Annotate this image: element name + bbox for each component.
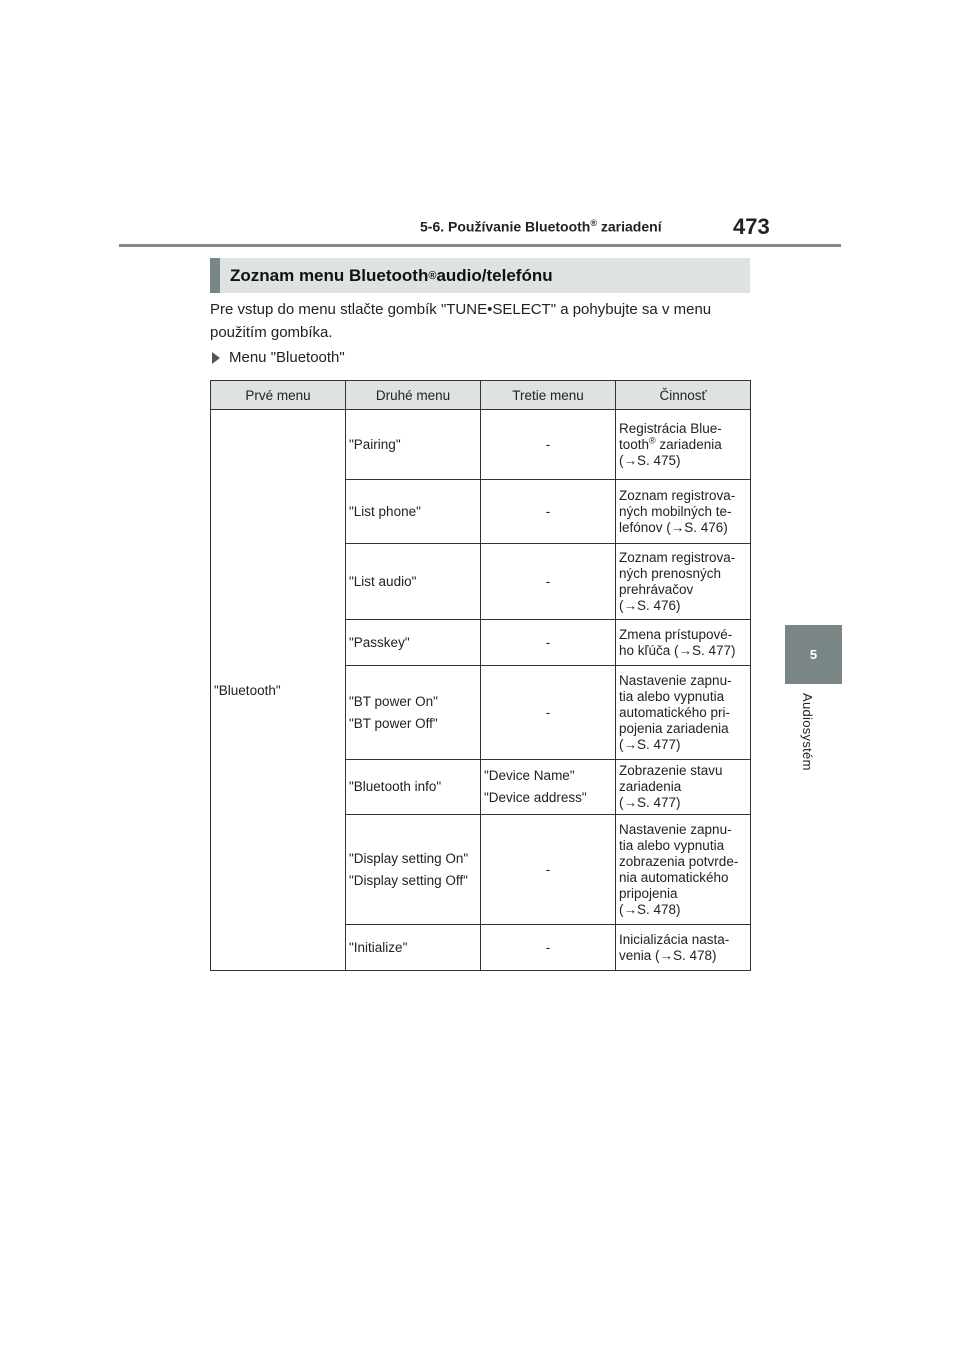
- column-header: Prvé menu: [211, 381, 346, 410]
- chapter-label: Audiosystém: [800, 693, 815, 771]
- heading-suffix: audio/telefónu: [436, 265, 553, 285]
- third-menu-cell: [481, 666, 616, 760]
- second-menu-item: "BT power On": [349, 693, 438, 709]
- second-menu-item: "Display setting On": [349, 850, 469, 866]
- third-menu-cell: [481, 620, 616, 666]
- third-menu-item: -: [545, 861, 551, 877]
- third-menu-item: -: [545, 503, 551, 519]
- action-cell: [616, 410, 751, 480]
- second-menu-item: "Display setting Off": [349, 872, 468, 888]
- third-menu-item: -: [545, 939, 551, 955]
- second-menu-cell: [346, 925, 481, 971]
- action-cell: Zmena prístupové- ho kľúča (→S. 477): [616, 620, 751, 666]
- column-header: Činnosť: [616, 381, 751, 410]
- third-menu-item: -: [545, 573, 551, 589]
- heading-registered-mark: ®: [428, 269, 437, 282]
- second-menu-item: "Passkey": [349, 634, 410, 650]
- bluetooth-menu-table: [210, 380, 751, 971]
- third-menu-item: -: [545, 634, 551, 650]
- third-menu-item: "Device address": [484, 790, 587, 805]
- second-menu-cell: [346, 620, 481, 666]
- second-menu-cell: [346, 480, 481, 544]
- action-text: zariadenia (→S. 475): [619, 436, 722, 468]
- second-menu-cell: [346, 760, 481, 815]
- action-cell: Nastavenie zapnu- tia alebo vypnutia zobrazenia potvrde- nia automatického pripojenia (→S. 478): [616, 815, 751, 925]
- action-cell: Nastavenie zapnu- tia alebo vypnutia automatického pri- pojenia zariadenia (→S. 477): [616, 666, 751, 760]
- column-header: Tretie menu: [481, 381, 616, 410]
- second-menu-item: "Pairing": [349, 436, 401, 452]
- second-menu-cell: [346, 544, 481, 620]
- first-menu-cell: "Bluetooth": [211, 410, 346, 971]
- header-section-suffix: zariadení: [597, 218, 662, 235]
- header-registered-mark: ®: [590, 218, 597, 228]
- third-menu-item: -: [545, 704, 551, 720]
- page-number: 473: [733, 214, 770, 239]
- action-text: Registrácia Blue- tooth: [619, 420, 722, 452]
- second-menu-item: "List audio": [349, 573, 417, 589]
- third-menu-cell: [481, 760, 616, 815]
- action-cell: Zobrazenie stavu zariadenia (→S. 477): [616, 760, 751, 815]
- second-menu-item: "BT power Off": [349, 715, 438, 731]
- third-menu-cell: [481, 544, 616, 620]
- table-header-row: [211, 381, 751, 410]
- second-menu-item: "Initialize": [349, 939, 408, 955]
- second-menu-cell: [346, 666, 481, 760]
- intro-paragraph: Pre vstup do menu stlačte gombík "TUNE•SELECT" a pohybujte sa v menu použitím gombíka.: [210, 301, 712, 341]
- column-header: Druhé menu: [346, 381, 481, 410]
- section-heading: [210, 258, 750, 293]
- third-menu-cell: [481, 480, 616, 544]
- header-divider: [119, 244, 841, 247]
- action-cell: Inicializácia nasta- venia (→S. 478): [616, 925, 751, 971]
- third-menu-item: "Device Name": [484, 768, 575, 783]
- registered-mark: ®: [649, 435, 656, 445]
- chapter-tab: 5: [785, 625, 842, 684]
- third-menu-item: -: [545, 436, 551, 452]
- table-row: [211, 410, 751, 480]
- second-menu-cell: [346, 410, 481, 480]
- second-menu-item: "Bluetooth info": [349, 779, 442, 794]
- third-menu-cell: [481, 410, 616, 480]
- third-menu-cell: [481, 925, 616, 971]
- action-cell: Zoznam registrova- ných prenosných prehrávačov (→S. 476): [616, 544, 751, 620]
- sub-heading: [212, 349, 345, 366]
- triangle-bullet-icon: [212, 352, 220, 364]
- action-cell: Zoznam registrova- ných mobilných te- lefónov (→S. 476): [616, 480, 751, 544]
- second-menu-cell: [346, 815, 481, 925]
- running-header: [420, 218, 662, 235]
- sub-heading-text: Menu "Bluetooth": [229, 349, 345, 366]
- second-menu-item: "List phone": [349, 503, 421, 519]
- heading-text: Zoznam menu Bluetooth: [230, 265, 429, 285]
- third-menu-cell: [481, 815, 616, 925]
- header-section-text: 5-6. Používanie Bluetooth: [420, 218, 591, 235]
